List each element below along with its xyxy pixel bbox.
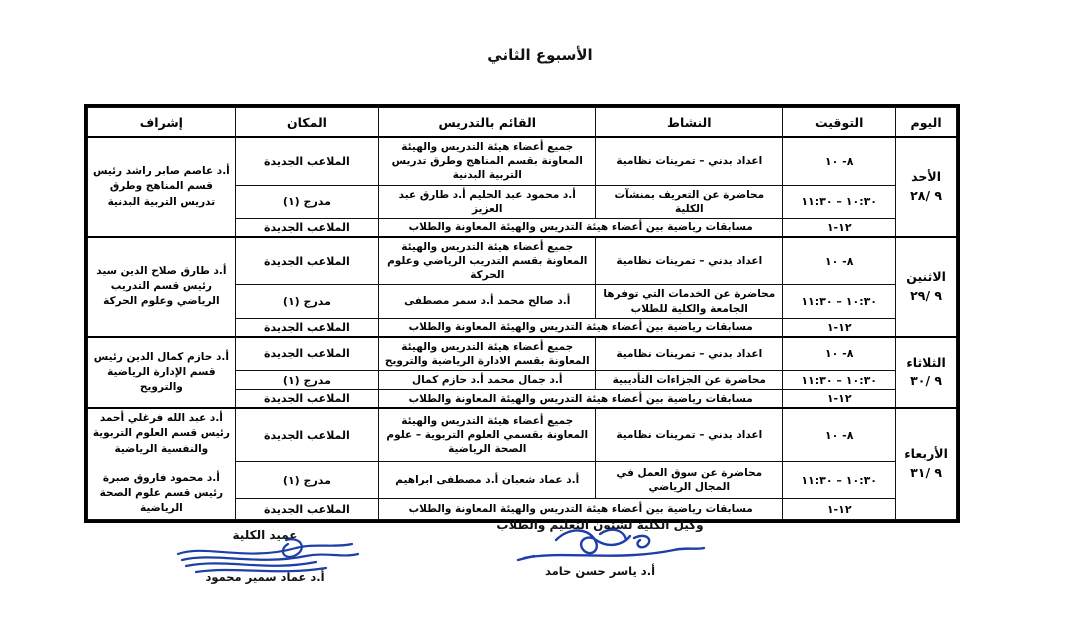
session-time: ١٠:٣٠ – ١١:٣٠ <box>783 285 896 318</box>
column-header-day: اليوم <box>896 108 957 138</box>
session-time: ٨- ١٠ <box>783 337 896 371</box>
day-date: ٩ /٣١ <box>910 464 942 480</box>
session-activity: محاضرة عن سوق العمل في المجال الرياضي <box>596 462 783 499</box>
supervisor-entry: أ.د عبد الله فرغلي أحمد رئيس قسم العلوم التربوية والنفسية الرياضية <box>92 412 230 455</box>
day-name: الأحد <box>911 169 941 185</box>
table-row <box>88 137 957 185</box>
session-time: ١٠:٣٠ – ١١:٣٠ <box>783 185 896 218</box>
vice-dean-signature-block <box>450 518 750 578</box>
day-name: الثلاثاء <box>906 354 946 370</box>
schedule-table <box>87 107 957 520</box>
session-activity: اعداد بدني – تمرينات نظامية <box>596 237 783 285</box>
session-place: الملاعب الجديدة <box>235 499 378 519</box>
session-place: الملاعب الجديدة <box>235 337 378 371</box>
header-row <box>88 108 957 138</box>
session-instructor: أ.د جمال محمد أ.د حازم كمال <box>379 371 596 390</box>
session-instructor: أ.د عماد شعبان أ.د مصطفى ابراهيم <box>379 462 596 499</box>
session-place: الملاعب الجديدة <box>235 408 378 462</box>
session-time: ١٢-١ <box>783 499 896 519</box>
session-activity: مسابقات رياضية بين أعضاء هيئة التدريس والهيئة المعاونة والطلاب <box>379 218 783 237</box>
session-activity: محاضرة عن التعريف بمنشآت الكلية <box>596 185 783 218</box>
day-date: ٩ /٢٨ <box>910 187 942 203</box>
session-time: ١٢-١ <box>783 218 896 237</box>
session-instructor: جميع أعضاء هيئة التدريس والهيئة المعاونة بقسم المناهج وطرق تدريس التربية البدنية <box>379 137 596 185</box>
dean-signature-block <box>150 528 380 584</box>
table-header <box>88 108 957 138</box>
session-activity: مسابقات رياضية بين أعضاء هيئة التدريس والهيئة المعاونة والطلاب <box>379 318 783 337</box>
session-instructor: جميع أعضاء هيئة التدريس والهيئة المعاونة بقسمي العلوم التربوية – علوم الصحة الرياضية <box>379 408 596 462</box>
day-cell <box>896 408 957 519</box>
session-place: مدرج (١) <box>235 185 378 218</box>
vice-dean-signature-name: أ.د ياسر حسن حامد <box>544 564 656 578</box>
table-row <box>88 237 957 285</box>
dean-signature-title: عميد الكلية <box>232 528 298 542</box>
session-instructor: أ.د صالح محمد أ.د سمر مصطفى <box>379 285 596 318</box>
day-date: ٩ /٢٩ <box>910 287 942 303</box>
session-place: مدرج (١) <box>235 285 378 318</box>
session-time: ١٠:٣٠ – ١١:٣٠ <box>783 462 896 499</box>
day-cell <box>896 237 957 337</box>
session-instructor: جميع أعضاء هيئة التدريس والهيئة المعاونة بقسم التدريب الرياضي وعلوم الحركة <box>379 237 596 285</box>
day-name: الاثنين <box>906 269 946 285</box>
day-cell <box>896 337 957 409</box>
session-activity: محاضرة عن الخدمات التي توفرها الجامعة والكلية للطلاب <box>596 285 783 318</box>
session-activity: اعداد بدني – تمرينات نظامية <box>596 137 783 185</box>
session-time: ١٢-١ <box>783 318 896 337</box>
session-instructor: جميع أعضاء هيئة التدريس والهيئة المعاونة بقسم الادارة الرياضية والترويح <box>379 337 596 371</box>
column-header-activity: النشاط <box>596 108 783 138</box>
table-row <box>88 337 957 371</box>
session-time: ١٠:٣٠ – ١١:٣٠ <box>783 371 896 390</box>
day-cell <box>896 137 957 237</box>
column-header-time: التوقيت <box>783 108 896 138</box>
supervisor-entry: أ.د عاصم صابر راشد رئيس قسم المناهج وطرق تدريس التربية البدنية <box>92 165 230 208</box>
session-time: ٨- ١٠ <box>783 237 896 285</box>
session-place: الملاعب الجديدة <box>235 318 378 337</box>
session-activity: مسابقات رياضية بين أعضاء هيئة التدريس والهيئة المعاونة والطلاب <box>379 499 783 519</box>
supervisor-entry: أ.د محمود فاروق صبرة رئيس قسم علوم الصحة الرياضية <box>99 471 224 515</box>
supervision-cell <box>88 137 236 237</box>
session-activity: محاضرة عن الجزاءات التأديبية <box>596 371 783 390</box>
supervision-cell <box>88 337 236 409</box>
column-header-supervision: إشراف <box>88 108 236 138</box>
session-time: ١٢-١ <box>783 390 896 409</box>
page-title: الأسبوع الثاني <box>487 46 593 64</box>
session-place: مدرج (١) <box>235 371 378 390</box>
session-time: ٨- ١٠ <box>783 408 896 462</box>
supervisor-entry: أ.د طارق صلاح الدين سيد رئيس قسم التدريب الرياضي وعلوم الحركة <box>96 264 227 308</box>
session-activity: اعداد بدني – تمرينات نظامية <box>596 337 783 371</box>
session-activity: اعداد بدني – تمرينات نظامية <box>596 408 783 462</box>
session-place: الملاعب الجديدة <box>235 390 378 409</box>
session-place: الملاعب الجديدة <box>235 137 378 185</box>
schedule-table-container <box>84 104 960 523</box>
table-row <box>88 408 957 462</box>
table-body <box>88 137 957 519</box>
session-place: الملاعب الجديدة <box>235 218 378 237</box>
supervisor-entry: أ.د حازم كمال الدين رئيس قسم الإدارة الرياضية والترويح <box>93 350 229 394</box>
session-activity: مسابقات رياضية بين أعضاء هيئة التدريس والهيئة المعاونة والطلاب <box>379 390 783 409</box>
session-instructor: أ.د محمود عبد الحليم أ.د طارق عبد العزيز <box>379 185 596 218</box>
supervision-cell <box>88 408 236 519</box>
column-header-place: المكان <box>235 108 378 138</box>
dean-signature-name: أ.د عماد سمير محمود <box>205 570 325 584</box>
supervision-cell <box>88 237 236 337</box>
session-time: ٨- ١٠ <box>783 137 896 185</box>
vice-dean-signature-title: وكيل الكلية لشئون التعليم والطلاب <box>496 518 704 532</box>
day-name: الأربعاء <box>904 446 948 462</box>
session-place: الملاعب الجديدة <box>235 237 378 285</box>
column-header-instructor: القائم بالتدريس <box>379 108 596 138</box>
day-date: ٩ /٣٠ <box>910 373 942 389</box>
session-place: مدرج (١) <box>235 462 378 499</box>
